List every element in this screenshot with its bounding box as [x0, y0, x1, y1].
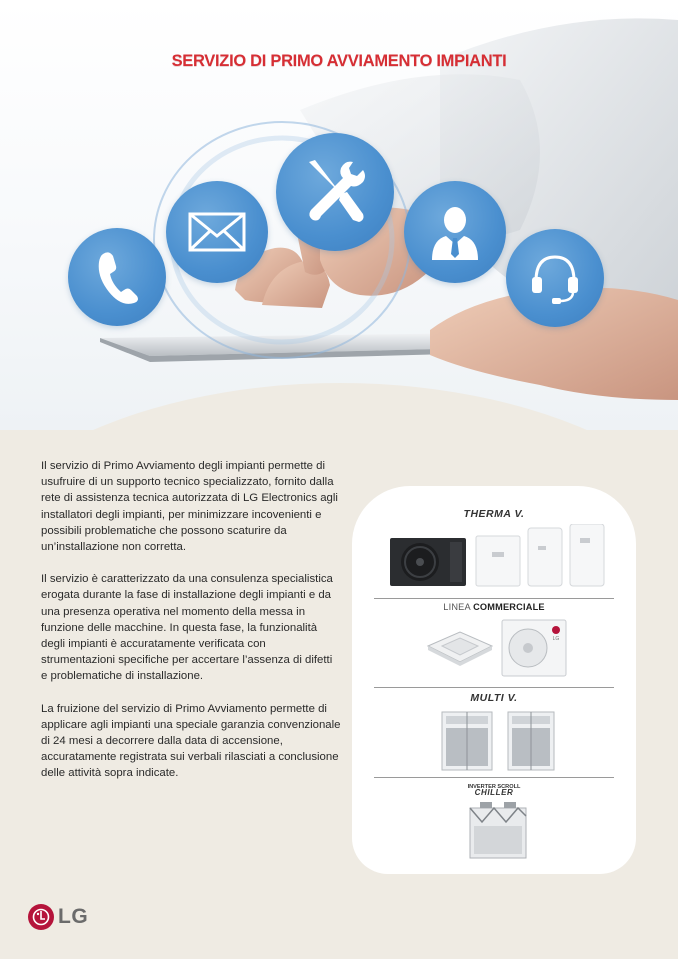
- unit-badge-lg: LG: [552, 636, 560, 642]
- divider-2: [374, 687, 614, 688]
- multi-v-units: [438, 708, 558, 772]
- mail-circle: [166, 181, 268, 283]
- page-title: SERVIZIO DI PRIMO AVVIAMENTO IMPIANTI: [171, 52, 507, 70]
- paragraph-garanzia: La fruizione del servizio di Primo Avviamento permette di applicare agli impianti una speciale garanzia convenzionale di 24 mesi a decorrere dalla data di accensione, accuratamente registrata sui verbali rilasciati a conclusione delle attività sopra indicate.: [41, 702, 341, 780]
- phone-icon: [95, 250, 139, 304]
- commercial-units: [422, 616, 572, 680]
- lg-logo: [28, 904, 88, 930]
- headset-icon: [530, 251, 580, 305]
- body-copy: [41, 458, 341, 798]
- linea-name: COMMERCIALE: [473, 602, 545, 612]
- lg-logo-text: LG: [58, 905, 89, 928]
- divider-1: [374, 598, 614, 599]
- lg-face-icon: [31, 907, 51, 927]
- tools-circle: [276, 133, 394, 251]
- chiller-title: [352, 784, 636, 796]
- therma-v-title: THERMA V.: [463, 508, 525, 520]
- technician-circle: [404, 181, 506, 283]
- tools-icon: [301, 158, 369, 226]
- paragraph-consulenza: Il servizio è caratterizzato da una consulenza specialistica erogata durante la fase di installazione degli impianti e da una presenza operativa nel momento della messa in funzione delle macchine. In questa fase, la funzionalità degli impianti è accuratamente verificata con strumentazioni specifiche per accertare l’assenza di difetti e problematiche di installazione.: [41, 573, 333, 683]
- therma-v-units: [388, 524, 608, 588]
- phone-circle: [68, 228, 166, 326]
- hero-banner: [0, 0, 678, 430]
- mail-icon: [188, 212, 246, 252]
- divider-3: [374, 777, 614, 778]
- lg-logo-mark: [28, 904, 54, 930]
- linea-commerciale-title: [352, 602, 636, 612]
- linea-prefix: LINEA: [443, 602, 471, 612]
- product-card: [352, 486, 636, 874]
- paragraph-intro: Il servizio di Primo Avviamento degli impianti permette di usufruire di un supporto tecnico specializzato, fornito dalla rete di assistenza tecnica autorizzata di LG Electronics agli installatori degli impianti, per minimizzare incovenienti e possibili problematiche che possono scaturire da un’installazione non corretta.: [41, 460, 338, 554]
- headset-circle: [506, 229, 604, 327]
- multi-v-title: MULTI V.: [470, 692, 518, 704]
- technician-icon: [428, 204, 482, 260]
- chiller-unit: [466, 802, 530, 862]
- chiller-name: CHILLER: [474, 788, 514, 797]
- chiller-subtitle: INVERTER SCROLL: [467, 784, 521, 790]
